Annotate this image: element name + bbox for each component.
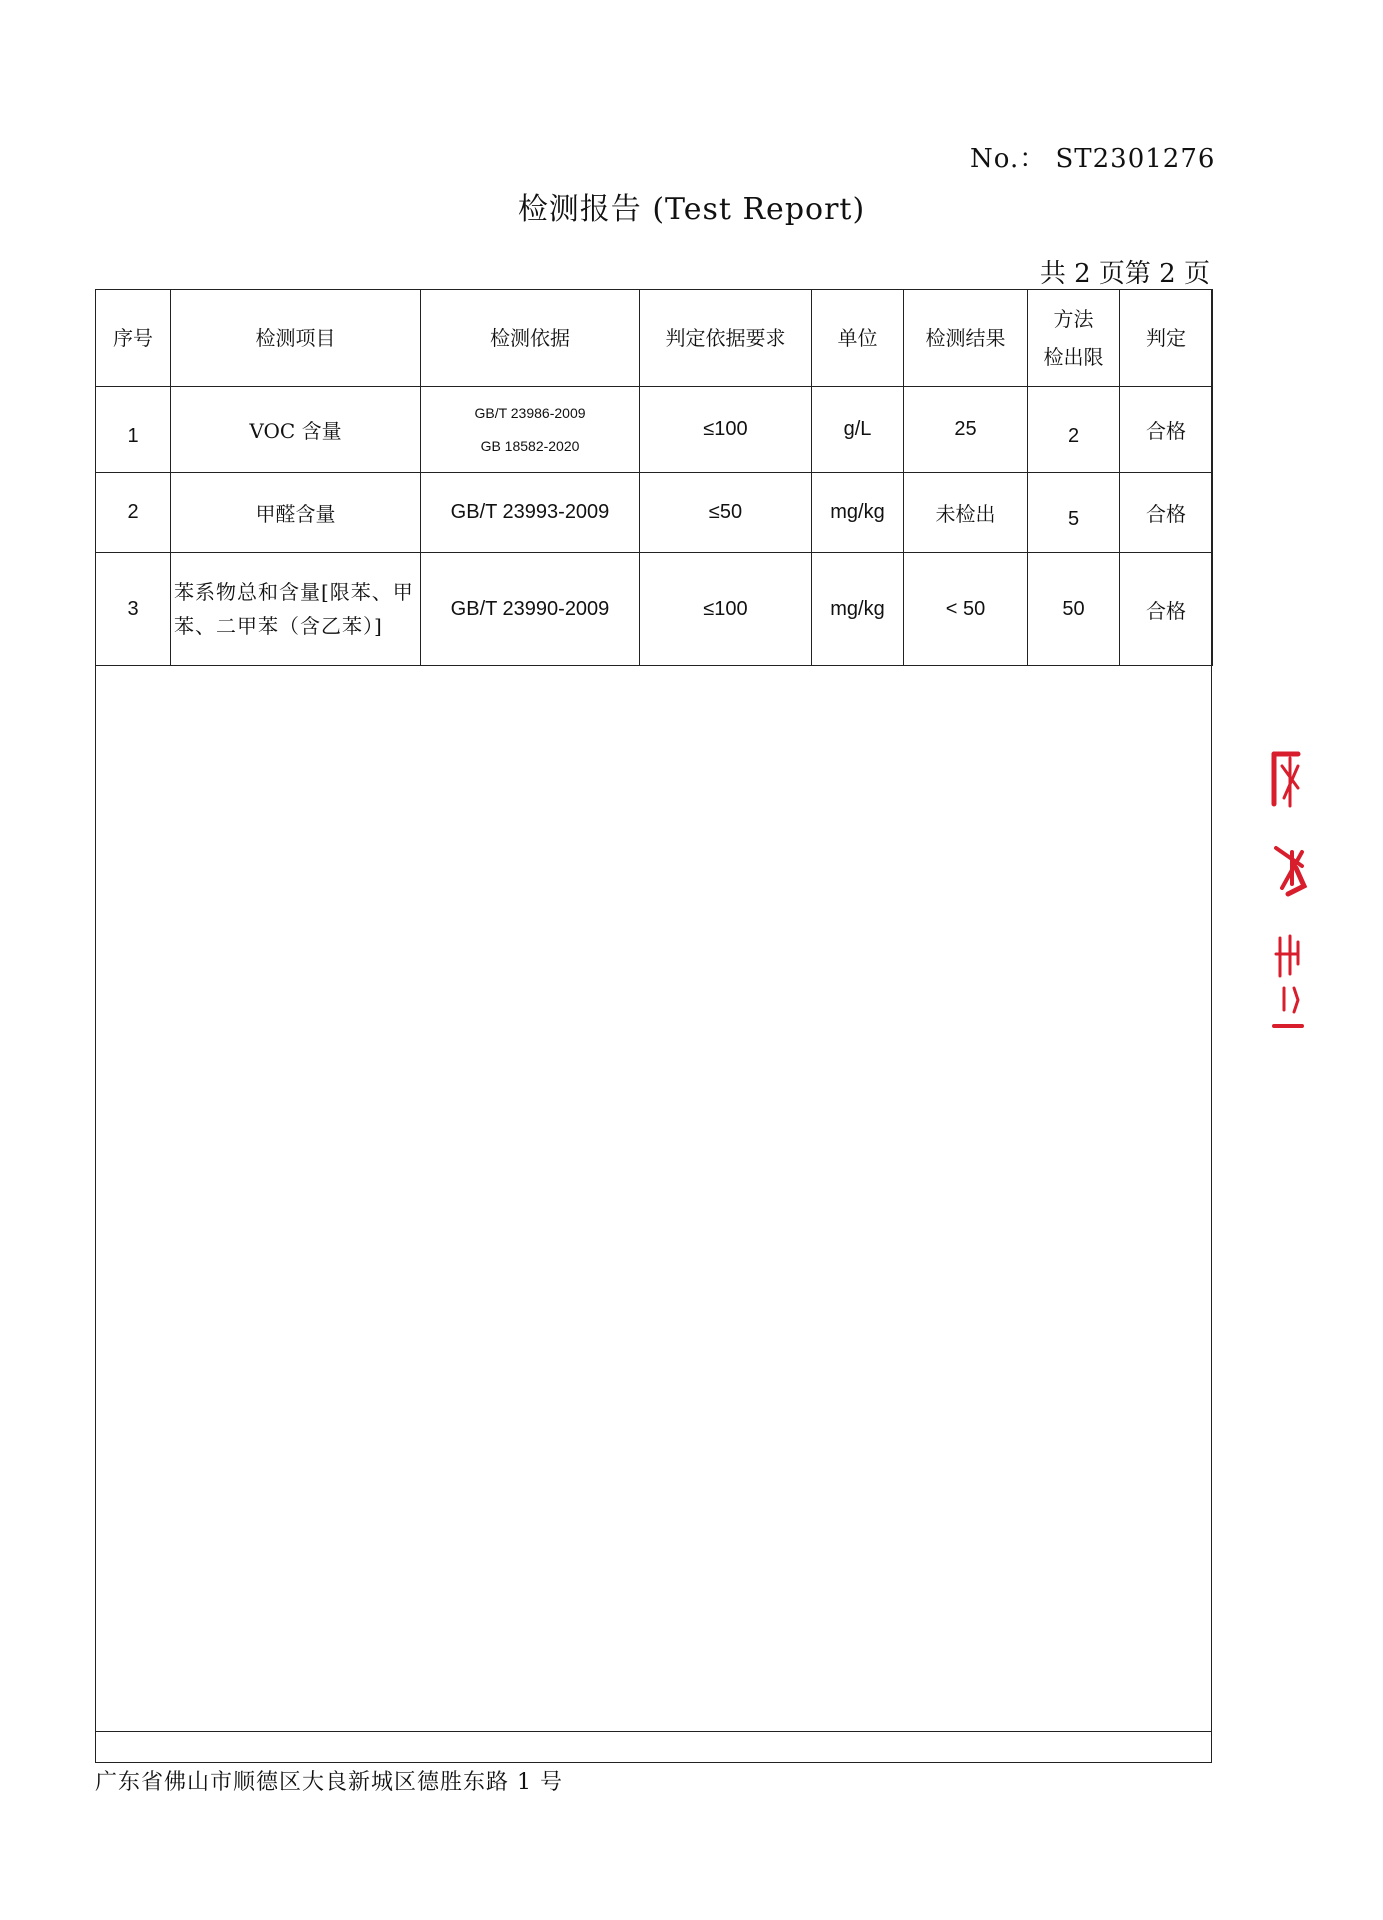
table-row (96, 387, 1213, 473)
col-header-basis: 检测依据 (421, 290, 640, 387)
cell-requirement: ≤100 (640, 553, 812, 666)
cell-basis-line2: GB 18582-2020 (480, 437, 580, 454)
col-header-judgement: 判定 (1120, 290, 1213, 387)
cell-basis (421, 387, 640, 473)
cell-no: 1 (96, 387, 171, 473)
cell-basis-line1: GB/T 23986-2009 (474, 404, 586, 421)
cell-judgement: 合格 (1120, 387, 1213, 473)
table-header-row (96, 290, 1213, 387)
col-header-requirement: 判定依据要求 (640, 290, 812, 387)
cell-no: 3 (96, 553, 171, 666)
page-count: 共 2 页第 2 页 (1039, 259, 1210, 289)
cell-no: 2 (96, 473, 171, 553)
cell-detection-limit: 5 (1028, 473, 1120, 553)
cell-requirement: ≤50 (640, 473, 812, 553)
results-table (95, 289, 1213, 666)
cell-item: VOC 含量 (171, 387, 421, 473)
cell-unit: mg/kg (812, 553, 904, 666)
col-header-item: 检测项目 (171, 290, 421, 387)
cell-detection-limit: 2 (1028, 387, 1120, 473)
cell-basis: GB/T 23990-2009 (421, 553, 640, 666)
cell-result: 25 (904, 387, 1028, 473)
cell-result: < 50 (904, 553, 1028, 666)
cell-result: 未检出 (904, 473, 1028, 553)
cell-requirement: ≤100 (640, 387, 812, 473)
partial-seal-stamp-icon (1268, 748, 1308, 1030)
cell-item: 苯系物总和含量[限苯、甲苯、二甲苯（含乙苯）] (171, 553, 421, 666)
cell-basis: GB/T 23993-2009 (421, 473, 640, 553)
col-header-detection-limit (1028, 290, 1120, 387)
cell-unit: mg/kg (812, 473, 904, 553)
col-header-result: 检测结果 (904, 290, 1028, 387)
footer-address: 广东省佛山市顺德区大良新城区德胜东路 1 号 (95, 1770, 563, 1795)
col-header-unit: 单位 (812, 290, 904, 387)
cell-item: 甲醛含量 (171, 473, 421, 553)
table-row (96, 473, 1213, 553)
col-header-detection-limit-line2: 检出限 (1043, 345, 1104, 369)
report-number: No.： ST2301276 (970, 144, 1216, 174)
cell-judgement: 合格 (1120, 473, 1213, 553)
table-row (96, 553, 1213, 666)
cell-unit: g/L (812, 387, 904, 473)
cell-detection-limit: 50 (1028, 553, 1120, 666)
report-title: 检测报告 (Test Report) (517, 192, 866, 227)
cell-judgement: 合格 (1120, 553, 1213, 666)
col-header-no: 序号 (96, 290, 171, 387)
footer-divider (95, 1731, 1212, 1732)
col-header-detection-limit-line1: 方法 (1053, 307, 1094, 331)
